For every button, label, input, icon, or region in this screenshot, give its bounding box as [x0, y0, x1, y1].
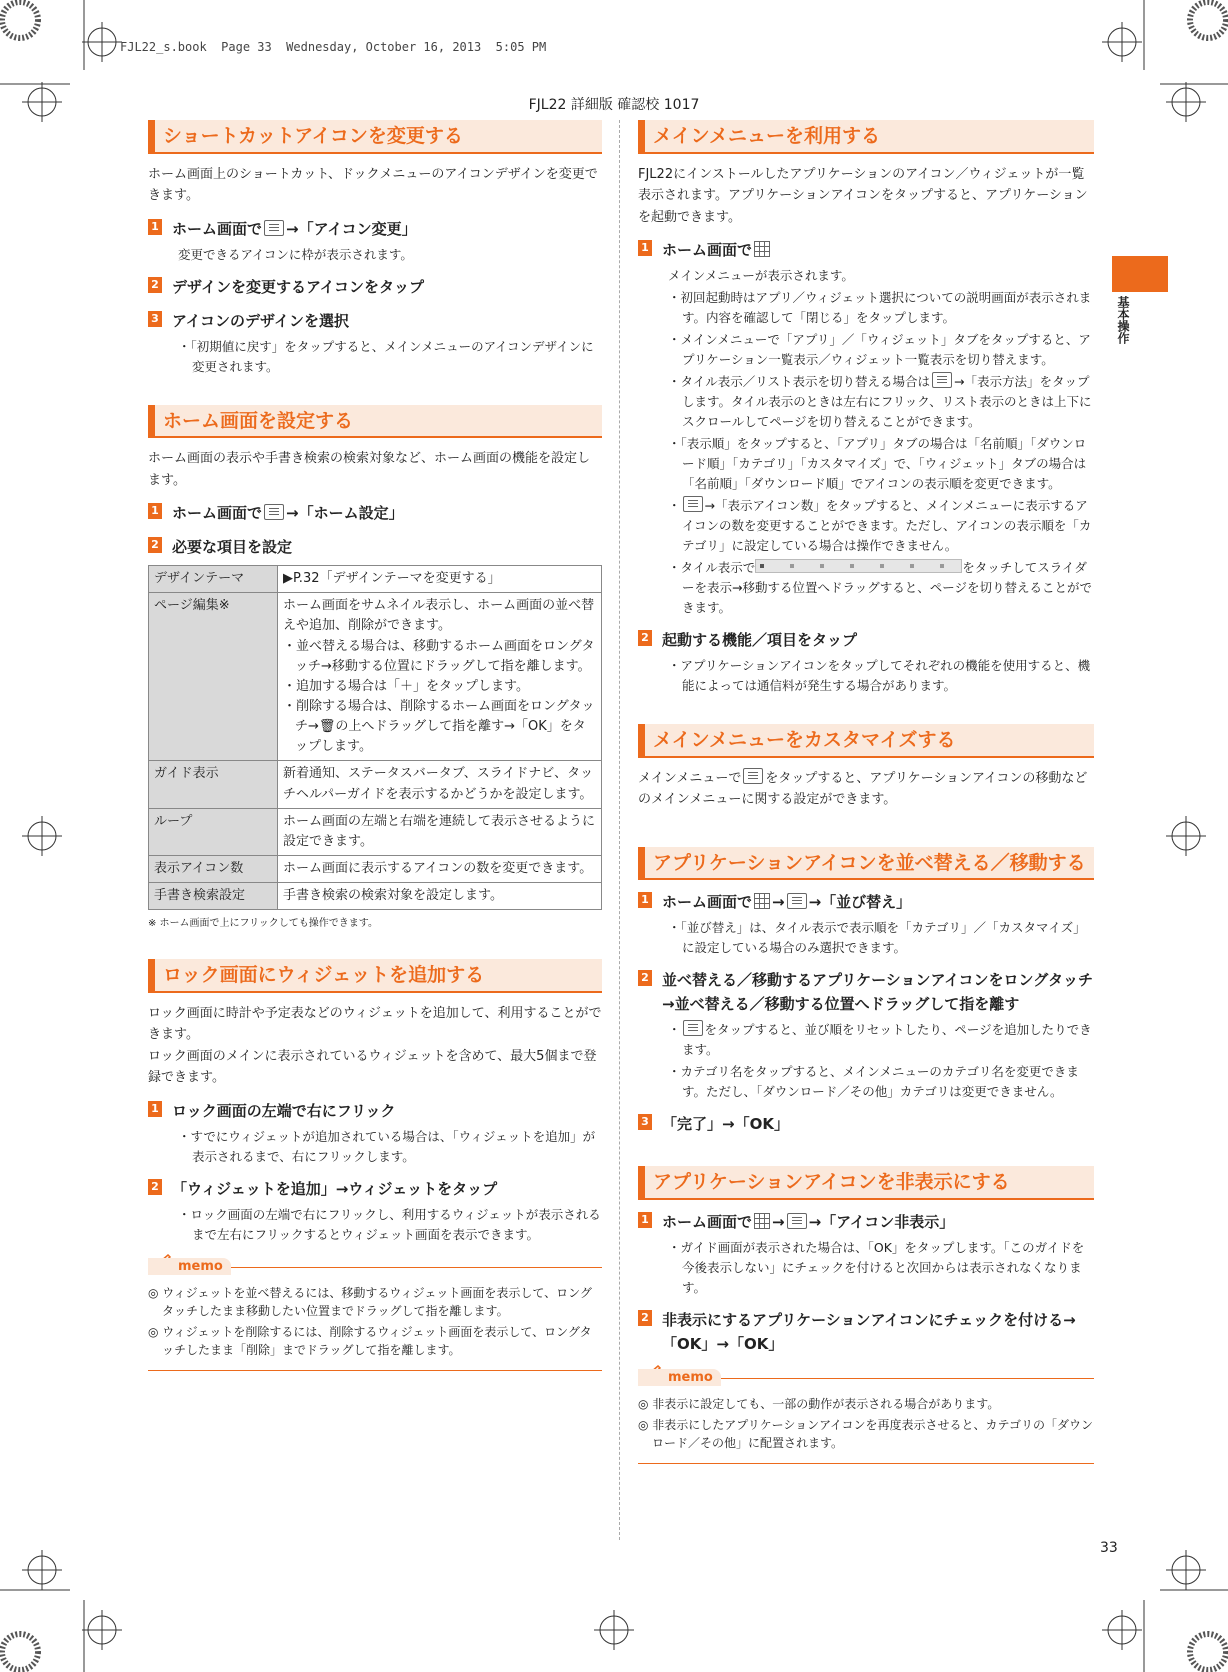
table-row — [149, 566, 602, 593]
step-text: 並べ替える／移動するアプリケーションアイコンをロングタッチ→並べ替える／移動する位置へドラッグして指を離す — [662, 971, 1093, 1014]
page-number: 33 — [1100, 1540, 1118, 1556]
step-text: 「完了」→「OK」 — [662, 1115, 789, 1134]
table-value: 新着通知、ステータスバータブ、スライドナビ、タッチヘルパーガイドを表示するかどうかを設定します。 — [278, 761, 602, 808]
step-text-part: →「アイコン非表示」 — [808, 1212, 955, 1231]
bullet-note: ・すでにウィジェットが追加されている場合は、「ウィジェットを追加」が表示されるまで、右にフリックします。 — [178, 1128, 596, 1164]
section-title-hide-icons: アプリケーションアイコンを非表示にする — [638, 1166, 1094, 1200]
section-title-main-menu: メインメニューを利用する — [638, 120, 1094, 154]
step-text — [662, 238, 772, 262]
table-value: 手書き検索の検索対象を設定します。 — [278, 883, 602, 910]
step-number: 2 — [148, 537, 162, 553]
step-number: 2 — [148, 1179, 162, 1195]
menu-key-icon — [787, 1213, 807, 1229]
main-menu-grid-icon — [754, 241, 770, 257]
memo-label: memo — [148, 1258, 231, 1275]
step-text-part: ホーム画面で — [662, 893, 753, 912]
table-value — [278, 593, 602, 761]
bullet-note: ・ロック画面の左端で右にフリックし、利用するウィジェットが表示されるまで左右にフリックするとウィジェット画面を表示できます。 — [178, 1206, 601, 1242]
section-title-shortcut-icon: ショートカットアイコンを変更する — [148, 120, 602, 154]
page-header: FJL22 詳細版 確認校 1017 — [528, 97, 700, 113]
table-row — [149, 761, 602, 808]
bullet-note: ・ガイド画面が表示された場合は、「OK」をタップします。「このガイドを今後表示しない」にチェックを付けると次回からは表示されなくなります。 — [668, 1239, 1085, 1295]
step — [148, 309, 602, 333]
main-menu-grid-icon — [754, 893, 770, 909]
step — [638, 968, 1094, 1016]
step-description: 変更できるアイコンに枠が表示されます。 — [178, 246, 413, 262]
step-text-part: ホーム画面で — [662, 241, 753, 259]
step-text-part: ホーム画面で — [172, 219, 263, 238]
memo-item: ◎ ウィジェットを削除するには、削除するウィジェット画面を表示して、ロングタッチしたまま「削除」までドラッグして指を離します。 — [148, 1324, 592, 1358]
bullet-note: ・カテゴリ名をタップすると、メインメニューのカテゴリ名を変更できます。ただし、「ダウンロード／その他」カテゴリは変更できません。 — [668, 1064, 1079, 1100]
step-text-part: → — [772, 893, 785, 912]
menu-key-icon — [683, 496, 703, 512]
section-intro: ホーム画面上のショートカット、ドックメニューのアイコンデザインを変更できます。 — [148, 166, 598, 204]
table-value: ▶P.32「デザインテーマを変更する」 — [278, 566, 602, 593]
table-key: ガイド表示 — [149, 761, 278, 808]
section-title-home-settings: ホーム画面を設定する — [148, 405, 602, 439]
section-title-reorder-icons: アプリケーションアイコンを並べ替える／移動する — [638, 847, 1094, 881]
step-description: メインメニューが表示されます。 — [668, 268, 854, 283]
table-row — [149, 808, 602, 855]
table-bullet: ・並べ替える場合は、移動するホーム画面をロングタッチ→移動する位置にドラッグして指を離します。 — [283, 638, 595, 674]
step — [638, 628, 1094, 652]
footnote: ※ ホーム画面で上にフリックしても操作できます。 — [148, 918, 378, 930]
step — [148, 275, 602, 299]
intro-part: をタップすると、アプリケーションアイコンの移動などのメインメニューに関する設定ができます。 — [638, 770, 1088, 808]
memo-item: ◎ 非表示にしたアプリケーションアイコンを再度表示させると、カテゴリの「ダウンロード／その他」に配置されます。 — [638, 1417, 1094, 1451]
menu-key-icon — [264, 504, 284, 520]
main-menu-grid-icon — [754, 1213, 770, 1229]
right-column — [638, 120, 1094, 1464]
step-text-part: →「並び替え」 — [808, 893, 912, 912]
step-text: ロック画面の左端で右にフリック — [172, 1101, 396, 1120]
step-text-part: ホーム画面で — [172, 504, 263, 523]
step — [638, 1210, 1094, 1234]
menu-key-icon — [264, 220, 284, 236]
table-row — [149, 855, 602, 882]
step-text: 必要な項目を設定 — [172, 538, 293, 557]
table-row — [149, 593, 602, 761]
step — [638, 890, 1094, 914]
step-number: 1 — [148, 503, 162, 519]
bullet-part: →「表示方法」をタップします。タイル表示のときは左右にフリック、リスト表示のときは上下にスクロールしてページを切り替えることができます。 — [682, 374, 1092, 429]
bullet-part: ・タイル表示で — [668, 560, 756, 575]
bullet-note — [668, 496, 1094, 556]
section-intro: ホーム画面の表示や手書き検索の検索対象など、ホーム画面の機能を設定します。 — [148, 451, 591, 488]
bullet-part: ・タイル表示／リスト表示を切り替える場合は — [668, 374, 931, 389]
side-tab-marker — [1112, 256, 1168, 292]
step-number: 1 — [638, 240, 652, 256]
table-bullet: ・追加する場合は「＋」をタップします。 — [283, 678, 529, 694]
step — [148, 1177, 602, 1201]
column-divider — [619, 120, 620, 1540]
section-intro: FJL22にインストールしたアプリケーションのアイコン／ウィジェットが一覧表示されます。アプリケーションアイコンをタップすると、アプリケーションを起動できます。 — [638, 166, 1088, 225]
step-text: 非表示にするアプリケーションアイコンにチェックを付ける→「OK」→「OK」 — [662, 1310, 1076, 1353]
bullet-part: ・ — [668, 1022, 681, 1038]
intro-part: メインメニューで — [638, 770, 742, 786]
memo-item: ◎ 非表示に設定しても、一部の動作が表示される場合があります。 — [638, 1396, 1000, 1411]
step-text-part: → — [772, 1212, 785, 1231]
bullet-note: ・メインメニューで「アプリ」／「ウィジェット」タブをタップすると、アプリケーション一覧表示／ウィジェット一覧表示を切り替えます。 — [668, 332, 1091, 367]
step-number: 1 — [148, 1101, 162, 1117]
step — [148, 535, 602, 559]
step-text-part: →「ホーム設定」 — [286, 504, 404, 523]
table-key: ループ — [149, 808, 278, 855]
step-number: 2 — [638, 630, 652, 646]
step-text: 起動する機能／項目をタップ — [662, 631, 858, 649]
bullet-part: →「表示アイコン数」をタップすると、メインメニューに表示するアイコンの数を変更することができます。ただし、アイコンの表示順を「カテゴリ」に設定している場合は操作できません。 — [682, 498, 1092, 553]
table-row — [149, 883, 602, 910]
step — [148, 217, 602, 241]
step — [638, 238, 1094, 262]
step-number: 2 — [638, 970, 652, 986]
step-text: デザインを変更するアイコンをタップ — [172, 277, 425, 296]
section-intro: ロック画面に時計や予定表などのウィジェットを追加して、利用することができます。 — [148, 1005, 602, 1043]
memo-box — [148, 1258, 602, 1371]
section-intro — [638, 768, 1094, 811]
table-key: 表示アイコン数 — [149, 855, 278, 882]
bullet-part: をタップすると、並び順をリセットしたり、ページを追加したりできます。 — [682, 1022, 1092, 1058]
memo-item: ◎ ウィジェットを並べ替えるには、移動するウィジェット画面を表示して、ロングタッチしたまま移動したい位置までドラッグして指を離します。 — [148, 1285, 592, 1319]
step-number: 1 — [148, 219, 162, 235]
menu-key-icon — [683, 1020, 703, 1036]
step — [148, 1099, 602, 1123]
side-tab-label: 基本操作 — [1116, 296, 1130, 344]
step-number: 2 — [638, 1310, 652, 1326]
step — [148, 501, 602, 525]
step-number: 3 — [638, 1114, 652, 1130]
bullet-part: ・ — [668, 498, 681, 513]
step-text — [662, 890, 911, 914]
home-settings-table — [148, 565, 602, 910]
step-number: 1 — [638, 1212, 652, 1228]
step-text: アイコンのデザインを選択 — [172, 311, 350, 330]
section-title-lock-widget: ロック画面にウィジェットを追加する — [148, 959, 602, 993]
bullet-note: ・「表示順」をタップすると、「アプリ」タブの場合は「名前順」「ダウンロード順」「カテゴリ」「カスタマイズ」で、「ウィジェット」タブの場合は「名前順」「ダウンロード順」でアイコンの表示順を変更できます。 — [668, 436, 1087, 491]
table-value-text: ホーム画面をサムネイル表示し、ホーム画面の並べ替えや追加、削除ができます。 — [283, 598, 595, 634]
bullet-note: ・「並び替え」は、タイル表示で表示順を「カテゴリ」／「カスタマイズ」に設定している場合のみ選択できます。 — [668, 920, 1086, 956]
bullet-note — [668, 558, 1094, 618]
step-text: 「ウィジェットを追加」→ウィジェットをタップ — [172, 1179, 498, 1198]
step — [638, 1112, 1094, 1136]
memo-box — [638, 1369, 1094, 1464]
table-bullet: ・削除する場合は、削除するホーム画面をロングタッチ→🗑の上へドラッグして指を離す→「OK」をタップします。 — [283, 698, 595, 755]
table-value: ホーム画面に表示するアイコンの数を変更できます。 — [278, 855, 602, 882]
bullet-note — [668, 372, 1094, 432]
bullet-note: ・「初期値に戻す」をタップすると、メインメニューのアイコンデザインに変更されます。 — [178, 338, 594, 374]
step-text-part: →「アイコン変更」 — [286, 219, 417, 238]
bullet-part: をタッチしてスライダーを表示→移動する位置へドラッグすると、ページを切り替えることができます。 — [682, 560, 1092, 615]
menu-key-icon — [743, 768, 763, 784]
step-text — [662, 1210, 954, 1234]
section-title-customize-menu: メインメニューをカスタマイズする — [638, 724, 1094, 758]
left-column — [148, 120, 602, 1371]
menu-key-icon — [787, 893, 807, 909]
step-number: 2 — [148, 277, 162, 293]
step-text — [172, 501, 404, 525]
table-value: ホーム画面の左端と右端を連続して表示させるように設定できます。 — [278, 808, 602, 855]
step-text-part: ホーム画面で — [662, 1212, 753, 1231]
section-intro: ロック画面のメインに表示されているウィジェットを含めて、最大5個まで登録できます。 — [148, 1048, 597, 1086]
menu-key-icon — [932, 372, 952, 388]
step-text — [172, 217, 417, 241]
print-info: FJL22_s.book Page 33 Wednesday, October 16, 2013 5:05 PM — [120, 40, 547, 54]
table-key: ページ編集※ — [149, 593, 278, 761]
step-number: 3 — [148, 311, 162, 327]
table-key: デザインテーマ — [149, 566, 278, 593]
bullet-note: ・初回起動時はアプリ／ウィジェット選択についての説明画面が表示されます。内容を確認して「閉じる」をタップします。 — [668, 290, 1092, 325]
bullet-note: ・アプリケーションアイコンをタップしてそれぞれの機能を使用すると、機能によっては通信料が発生する場合があります。 — [668, 658, 1091, 693]
step — [638, 1308, 1094, 1356]
bullet-note — [668, 1020, 1094, 1060]
memo-label: memo — [638, 1369, 721, 1386]
page-indicator-icon — [755, 559, 962, 573]
step-number: 1 — [638, 892, 652, 908]
table-key: 手書き検索設定 — [149, 883, 278, 910]
